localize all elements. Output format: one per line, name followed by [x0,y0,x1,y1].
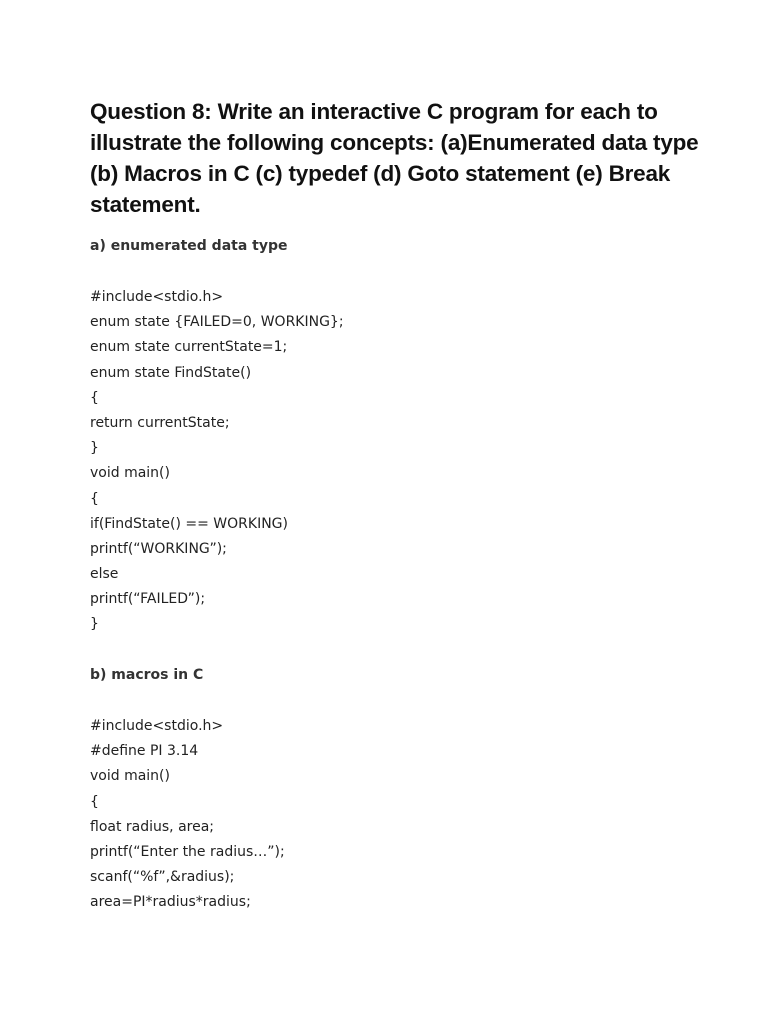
code-line: } [90,440,99,457]
code-line: #include<stdio.h> [90,289,224,305]
code-line: { [90,389,99,406]
code-line: { [90,490,99,507]
code-line: if(FindState() == WORKING) [90,515,288,532]
code-line: enum state {FAILED=0, WORKING}; [90,314,344,331]
code-line: } [90,616,99,633]
code-line: float radius, area; [90,818,215,835]
code-line: #include<stdio.h> [90,718,224,734]
section-heading-enumerated-data-type: a) enumerated data type [90,238,288,254]
code-line: printf(“Enter the radius…”); [90,843,285,860]
section-heading-macros-in-c: b) macros in C [90,667,204,683]
code-line: printf(“FAILED”); [90,591,206,608]
code-line: void main() [90,465,170,482]
code-line: printf(“WORKING”); [90,540,227,557]
code-block-macros-in-c [90,714,285,916]
code-line: void main() [90,768,170,785]
code-line: #define PI 3.14 [90,743,199,760]
code-line: area=PI*radius*radius; [90,894,251,911]
code-line: scanf(“%f”,&radius); [90,869,235,886]
code-line: return currentState; [90,414,230,431]
code-line: { [90,793,99,810]
code-line: else [90,566,119,583]
code-block-enumerated-data-type [90,285,344,638]
code-line: enum state FindState() [90,364,252,381]
question-title: Question 8: Write an interactive C program for each to illustrate the following concepts: (a)Enumerated data type (b) Macros in C (c) typedef (d) Goto statement (e) Break statement. [90,99,699,217]
code-line: enum state currentState=1; [90,339,288,356]
